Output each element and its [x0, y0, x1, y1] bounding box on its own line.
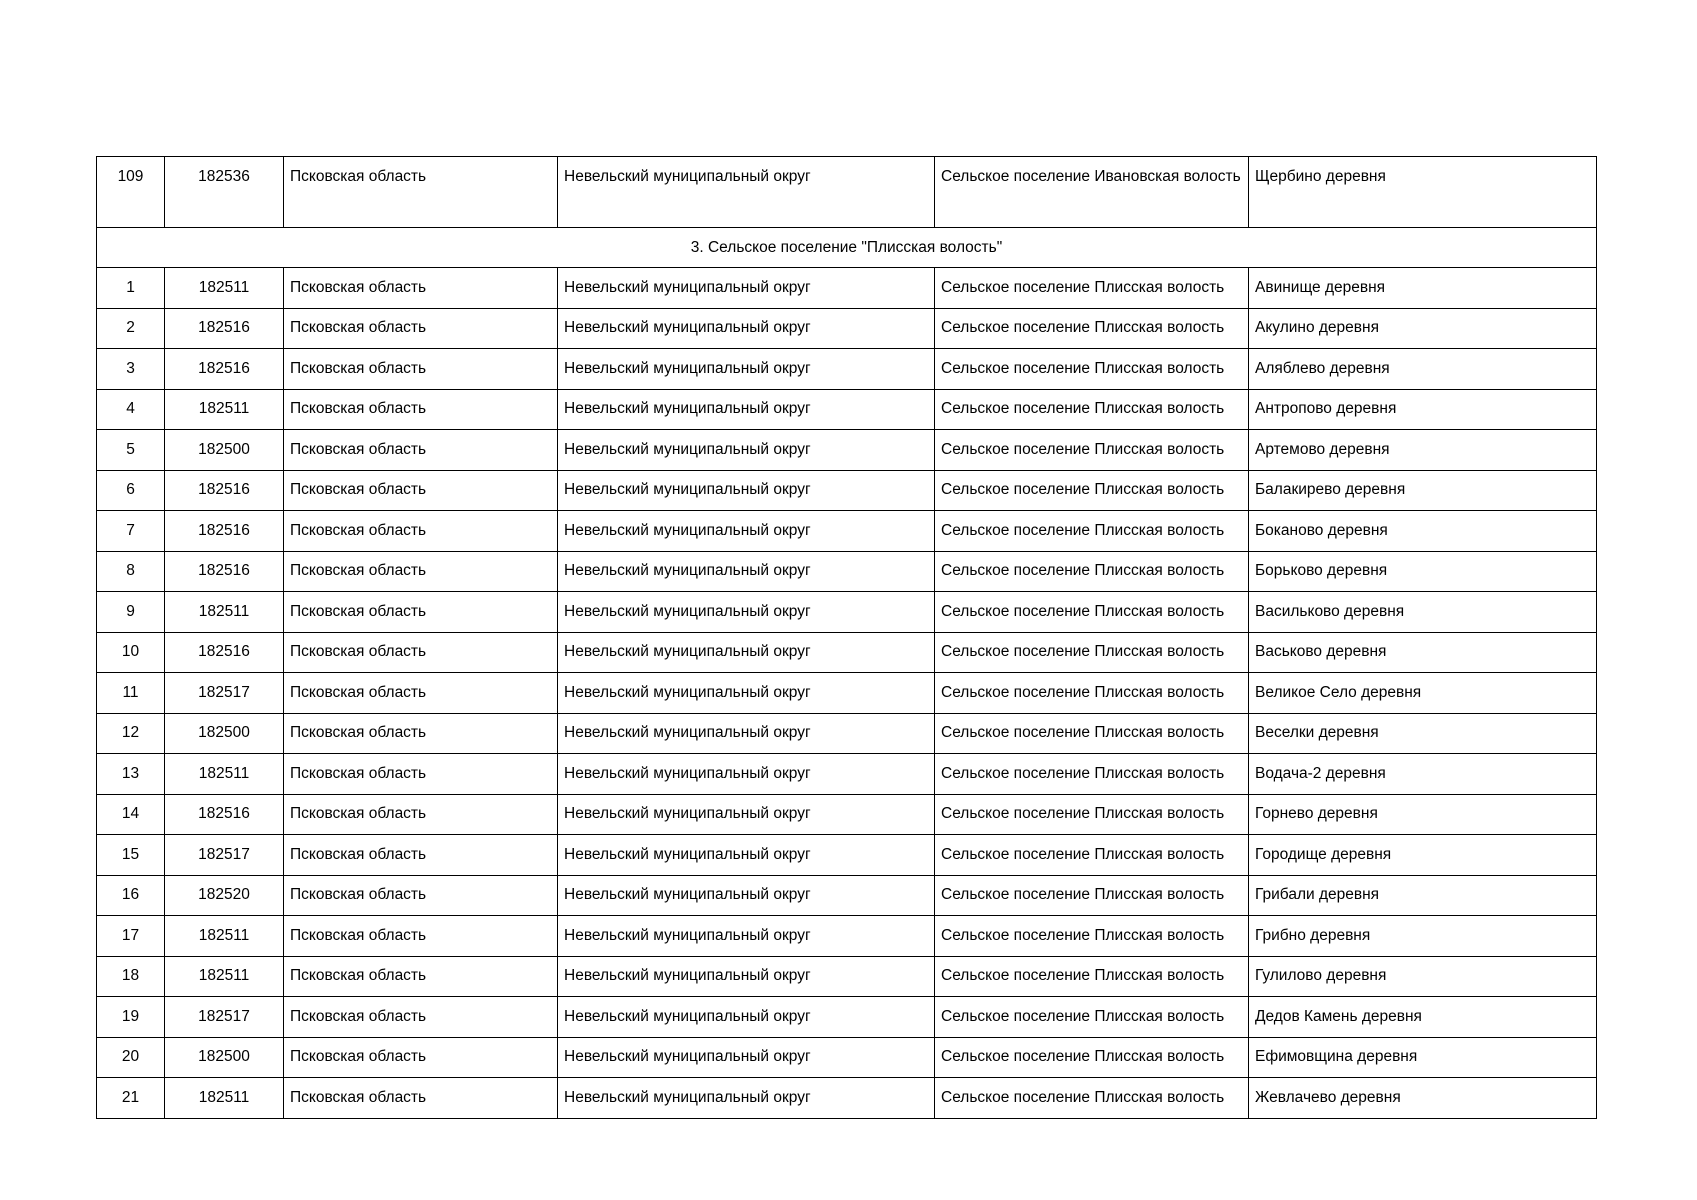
settlement-cell: Сельское поселение Плисская волость	[935, 632, 1249, 673]
table-row	[97, 157, 1597, 228]
table-row	[97, 875, 1597, 916]
region-cell: Псковская область	[284, 754, 558, 795]
region-cell: Псковская область	[284, 956, 558, 997]
region-cell: Псковская область	[284, 592, 558, 633]
postal-index-cell: 182500	[165, 430, 284, 471]
row-number-cell: 109	[97, 157, 165, 228]
table-row	[97, 632, 1597, 673]
table-row	[97, 916, 1597, 957]
postal-index-cell: 182517	[165, 835, 284, 876]
settlement-cell: Сельское поселение Плисская волость	[935, 268, 1249, 309]
locality-cell: Аляблево деревня	[1249, 349, 1597, 390]
district-cell: Невельский муниципальный округ	[558, 713, 935, 754]
row-number-cell: 12	[97, 713, 165, 754]
district-cell: Невельский муниципальный округ	[558, 1078, 935, 1119]
postal-index-cell: 182511	[165, 389, 284, 430]
row-number-cell: 20	[97, 1037, 165, 1078]
region-cell: Псковская область	[284, 157, 558, 228]
table-row	[97, 592, 1597, 633]
postal-index-cell: 182511	[165, 268, 284, 309]
region-cell: Псковская область	[284, 268, 558, 309]
locality-cell: Великое Село деревня	[1249, 673, 1597, 714]
table-row	[97, 349, 1597, 390]
postal-index-cell: 182511	[165, 956, 284, 997]
district-cell: Невельский муниципальный округ	[558, 835, 935, 876]
postal-index-cell: 182511	[165, 754, 284, 795]
district-cell: Невельский муниципальный округ	[558, 875, 935, 916]
region-cell: Псковская область	[284, 470, 558, 511]
row-number-cell: 11	[97, 673, 165, 714]
postal-index-cell: 182511	[165, 592, 284, 633]
locality-cell: Антропово деревня	[1249, 389, 1597, 430]
region-cell: Псковская область	[284, 551, 558, 592]
settlement-cell: Сельское поселение Плисская волость	[935, 713, 1249, 754]
district-cell: Невельский муниципальный округ	[558, 956, 935, 997]
row-number-cell: 8	[97, 551, 165, 592]
settlement-cell: Сельское поселение Плисская волость	[935, 794, 1249, 835]
row-number-cell: 5	[97, 430, 165, 471]
settlement-cell: Сельское поселение Плисская волость	[935, 1037, 1249, 1078]
table-row	[97, 551, 1597, 592]
row-number-cell: 13	[97, 754, 165, 795]
region-cell: Псковская область	[284, 673, 558, 714]
settlement-cell: Сельское поселение Плисская волость	[935, 835, 1249, 876]
region-cell: Псковская область	[284, 1037, 558, 1078]
postal-index-cell: 182516	[165, 470, 284, 511]
locality-cell: Щербино деревня	[1249, 157, 1597, 228]
postal-index-cell: 182516	[165, 511, 284, 552]
locality-cell: Балакирево деревня	[1249, 470, 1597, 511]
region-cell: Псковская область	[284, 997, 558, 1038]
locality-cell: Грибали деревня	[1249, 875, 1597, 916]
settlement-cell: Сельское поселение Ивановская волость	[935, 157, 1249, 228]
district-cell: Невельский муниципальный округ	[558, 754, 935, 795]
settlement-cell: Сельское поселение Плисская волость	[935, 673, 1249, 714]
locality-cell: Гулилово деревня	[1249, 956, 1597, 997]
row-number-cell: 4	[97, 389, 165, 430]
district-cell: Невельский муниципальный округ	[558, 794, 935, 835]
locality-cell: Борьково деревня	[1249, 551, 1597, 592]
settlement-cell: Сельское поселение Плисская волость	[935, 349, 1249, 390]
settlement-cell: Сельское поселение Плисская волость	[935, 916, 1249, 957]
region-cell: Псковская область	[284, 632, 558, 673]
row-number-cell: 3	[97, 349, 165, 390]
locality-cell: Васильково деревня	[1249, 592, 1597, 633]
settlement-cell: Сельское поселение Плисская волость	[935, 754, 1249, 795]
settlement-cell: Сельское поселение Плисская волость	[935, 551, 1249, 592]
district-cell: Невельский муниципальный округ	[558, 632, 935, 673]
table-row	[97, 673, 1597, 714]
locality-cell: Веселки деревня	[1249, 713, 1597, 754]
row-number-cell: 2	[97, 308, 165, 349]
region-cell: Псковская область	[284, 713, 558, 754]
row-number-cell: 14	[97, 794, 165, 835]
table-row	[97, 1078, 1597, 1119]
district-cell: Невельский муниципальный округ	[558, 592, 935, 633]
row-number-cell: 19	[97, 997, 165, 1038]
settlement-cell: Сельское поселение Плисская волость	[935, 592, 1249, 633]
district-cell: Невельский муниципальный округ	[558, 268, 935, 309]
district-cell: Невельский муниципальный округ	[558, 430, 935, 471]
locality-cell: Водача-2 деревня	[1249, 754, 1597, 795]
table-row	[97, 956, 1597, 997]
district-cell: Невельский муниципальный округ	[558, 916, 935, 957]
row-number-cell: 7	[97, 511, 165, 552]
settlement-cell: Сельское поселение Плисская волость	[935, 997, 1249, 1038]
region-cell: Псковская область	[284, 389, 558, 430]
settlement-cell: Сельское поселение Плисская волость	[935, 956, 1249, 997]
region-cell: Псковская область	[284, 835, 558, 876]
district-cell: Невельский муниципальный округ	[558, 511, 935, 552]
locality-cell: Горнево деревня	[1249, 794, 1597, 835]
section-title: 3. Сельское поселение "Плисская волость"	[97, 228, 1597, 268]
postal-index-cell: 182516	[165, 308, 284, 349]
postal-index-cell: 182516	[165, 632, 284, 673]
table-row	[97, 794, 1597, 835]
table-row	[97, 997, 1597, 1038]
table-row	[97, 389, 1597, 430]
district-cell: Невельский муниципальный округ	[558, 1037, 935, 1078]
table-row	[97, 754, 1597, 795]
locality-cell: Грибно деревня	[1249, 916, 1597, 957]
district-cell: Невельский муниципальный округ	[558, 157, 935, 228]
table-body	[97, 157, 1597, 1119]
settlement-cell: Сельское поселение Плисская волость	[935, 470, 1249, 511]
district-cell: Невельский муниципальный округ	[558, 349, 935, 390]
section-header-row	[97, 228, 1597, 268]
region-cell: Псковская область	[284, 430, 558, 471]
settlement-cell: Сельское поселение Плисская волость	[935, 430, 1249, 471]
region-cell: Псковская область	[284, 511, 558, 552]
table-row	[97, 1037, 1597, 1078]
table-row	[97, 470, 1597, 511]
postal-index-cell: 182511	[165, 916, 284, 957]
locality-cell: Васьково деревня	[1249, 632, 1597, 673]
locality-cell: Авинище деревня	[1249, 268, 1597, 309]
postal-index-cell: 182516	[165, 794, 284, 835]
postal-index-cell: 182516	[165, 349, 284, 390]
table-row	[97, 835, 1597, 876]
postal-index-cell: 182517	[165, 997, 284, 1038]
postal-index-cell: 182520	[165, 875, 284, 916]
locality-cell: Боканово деревня	[1249, 511, 1597, 552]
settlement-cell: Сельское поселение Плисская волость	[935, 389, 1249, 430]
row-number-cell: 17	[97, 916, 165, 957]
postal-index-cell: 182517	[165, 673, 284, 714]
postal-index-cell: 182511	[165, 1078, 284, 1119]
postal-index-cell: 182500	[165, 1037, 284, 1078]
locality-cell: Дедов Камень деревня	[1249, 997, 1597, 1038]
row-number-cell: 15	[97, 835, 165, 876]
settlement-cell: Сельское поселение Плисская волость	[935, 1078, 1249, 1119]
district-cell: Невельский муниципальный округ	[558, 997, 935, 1038]
settlement-cell: Сельское поселение Плисская волость	[935, 511, 1249, 552]
district-cell: Невельский муниципальный округ	[558, 308, 935, 349]
row-number-cell: 9	[97, 592, 165, 633]
table-row	[97, 430, 1597, 471]
locality-cell: Городище деревня	[1249, 835, 1597, 876]
settlements-table	[96, 156, 1597, 1119]
locality-cell: Артемово деревня	[1249, 430, 1597, 471]
row-number-cell: 6	[97, 470, 165, 511]
postal-index-cell: 182536	[165, 157, 284, 228]
postal-index-cell: 182516	[165, 551, 284, 592]
postal-index-cell: 182500	[165, 713, 284, 754]
table-row	[97, 308, 1597, 349]
district-cell: Невельский муниципальный округ	[558, 551, 935, 592]
row-number-cell: 21	[97, 1078, 165, 1119]
region-cell: Псковская область	[284, 875, 558, 916]
locality-cell: Акулино деревня	[1249, 308, 1597, 349]
region-cell: Псковская область	[284, 1078, 558, 1119]
district-cell: Невельский муниципальный округ	[558, 673, 935, 714]
row-number-cell: 1	[97, 268, 165, 309]
settlement-cell: Сельское поселение Плисская волость	[935, 875, 1249, 916]
table-row	[97, 713, 1597, 754]
district-cell: Невельский муниципальный округ	[558, 470, 935, 511]
settlement-cell: Сельское поселение Плисская волость	[935, 308, 1249, 349]
region-cell: Псковская область	[284, 794, 558, 835]
locality-cell: Ефимовщина деревня	[1249, 1037, 1597, 1078]
row-number-cell: 10	[97, 632, 165, 673]
row-number-cell: 18	[97, 956, 165, 997]
table-row	[97, 268, 1597, 309]
row-number-cell: 16	[97, 875, 165, 916]
region-cell: Псковская область	[284, 308, 558, 349]
district-cell: Невельский муниципальный округ	[558, 389, 935, 430]
locality-cell: Жевлачево деревня	[1249, 1078, 1597, 1119]
table-row	[97, 511, 1597, 552]
region-cell: Псковская область	[284, 916, 558, 957]
region-cell: Псковская область	[284, 349, 558, 390]
